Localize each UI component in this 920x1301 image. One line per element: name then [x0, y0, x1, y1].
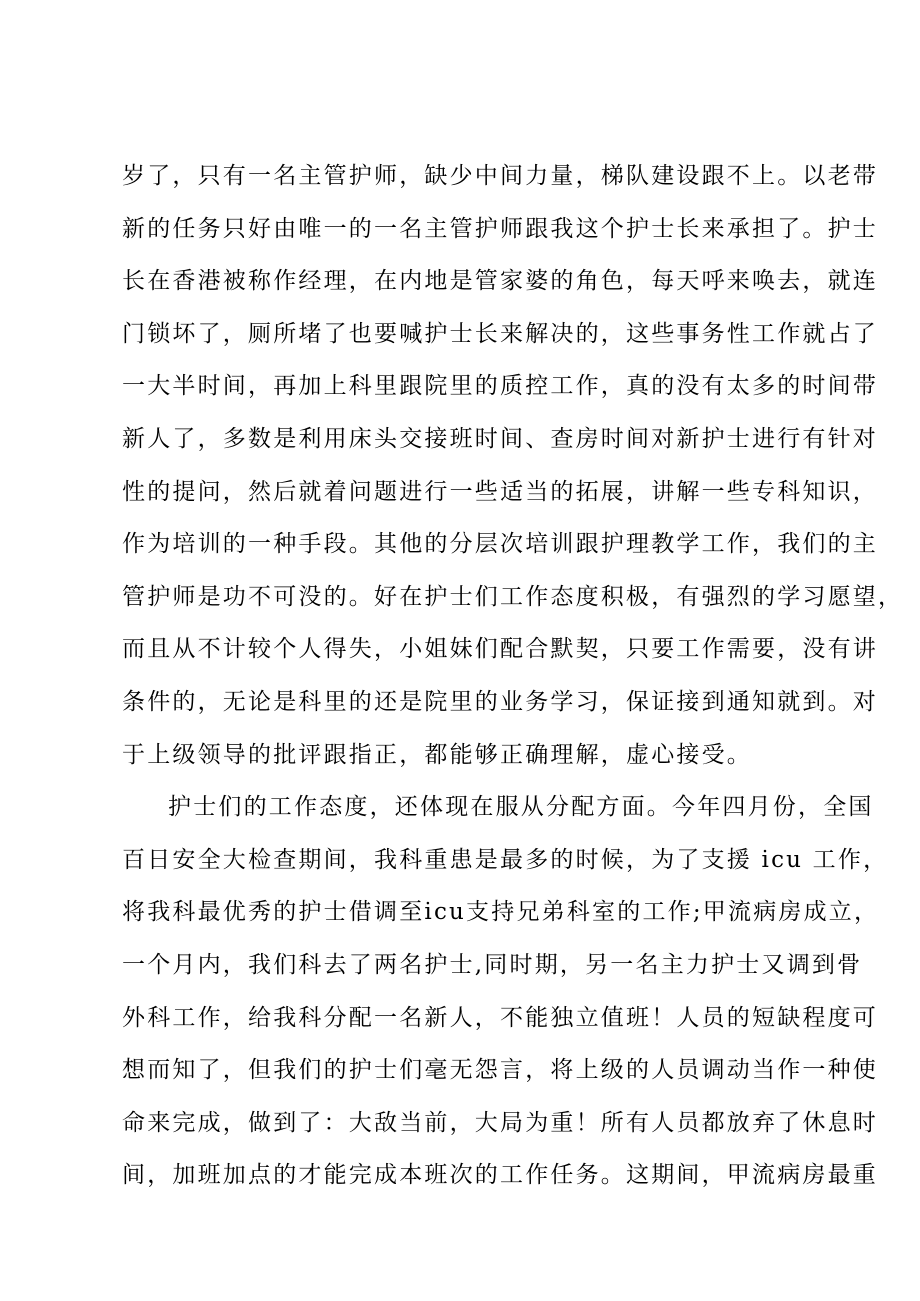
- body-text: [122, 150, 904, 1202]
- text-line: 于上级领导的批评跟指正，都能够正确理解，虚心接受。: [122, 741, 752, 768]
- text-line: 条件的，无论是科里的还是院里的业务学习，保证接到通知就到。对: [122, 688, 878, 715]
- text-line: 新人了，多数是利用床头交接班时间、查房时间对新护士进行有针对: [122, 425, 878, 452]
- text-line: 管护师是功不可没的。好在护士们工作态度积极，有强烈的学习愿望，: [122, 583, 904, 610]
- text-line: 新的任务只好由唯一的一名主管护师跟我这个护士长来承担了。护士: [122, 215, 878, 242]
- text-line: 岁了，只有一名主管护师，缺少中间力量，梯队建设跟不上。以老带: [122, 163, 878, 189]
- text-line: 百日安全大检查期间，我科重患是最多的时候，为了支援 icu 工作，: [122, 846, 889, 873]
- text-line: 一个月内，我们科去了两名护士,同时期，另一名主力护士又调到骨: [122, 951, 863, 978]
- text-line: 作为培训的一种手段。其他的分层次培训跟护理教学工作，我们的主: [122, 531, 878, 558]
- paragraph-first-line: 护士们的工作态度，还体现在服从分配方面。今年四月份，全国: [168, 794, 874, 821]
- text-line: 间，加班加点的才能完成本班次的工作任务。这期间，甲流病房最重: [122, 1162, 878, 1189]
- text-line: 想而知了，但我们的护士们毫无怨言，将上级的人员调动当作一种使: [122, 1057, 878, 1084]
- text-line: 命来完成，做到了：大敌当前，大局为重！所有人员都放弃了休息时: [122, 1109, 878, 1136]
- text-line: 将我科最优秀的护士借调至icu支持兄弟科室的工作;甲流病房成立，: [122, 899, 880, 926]
- text-line: 而且从不计较个人得失，小姐妹们配合默契，只要工作需要，没有讲: [122, 636, 878, 663]
- text-line: 一大半时间，再加上科里跟院里的质控工作，真的没有太多的时间带: [122, 373, 878, 400]
- text-line: 性的提问，然后就着问题进行一些适当的拓展，讲解一些专科知识，: [122, 478, 878, 505]
- text-line: 长在香港被称作经理，在内地是管家婆的角色，每天呼来唤去，就连: [122, 268, 878, 295]
- text-line: 外科工作，给我科分配一名新人，不能独立值班！人员的短缺程度可: [122, 1004, 878, 1031]
- text-line: 门锁坏了，厕所堵了也要喊护士长来解决的，这些事务性工作就占了: [122, 320, 878, 347]
